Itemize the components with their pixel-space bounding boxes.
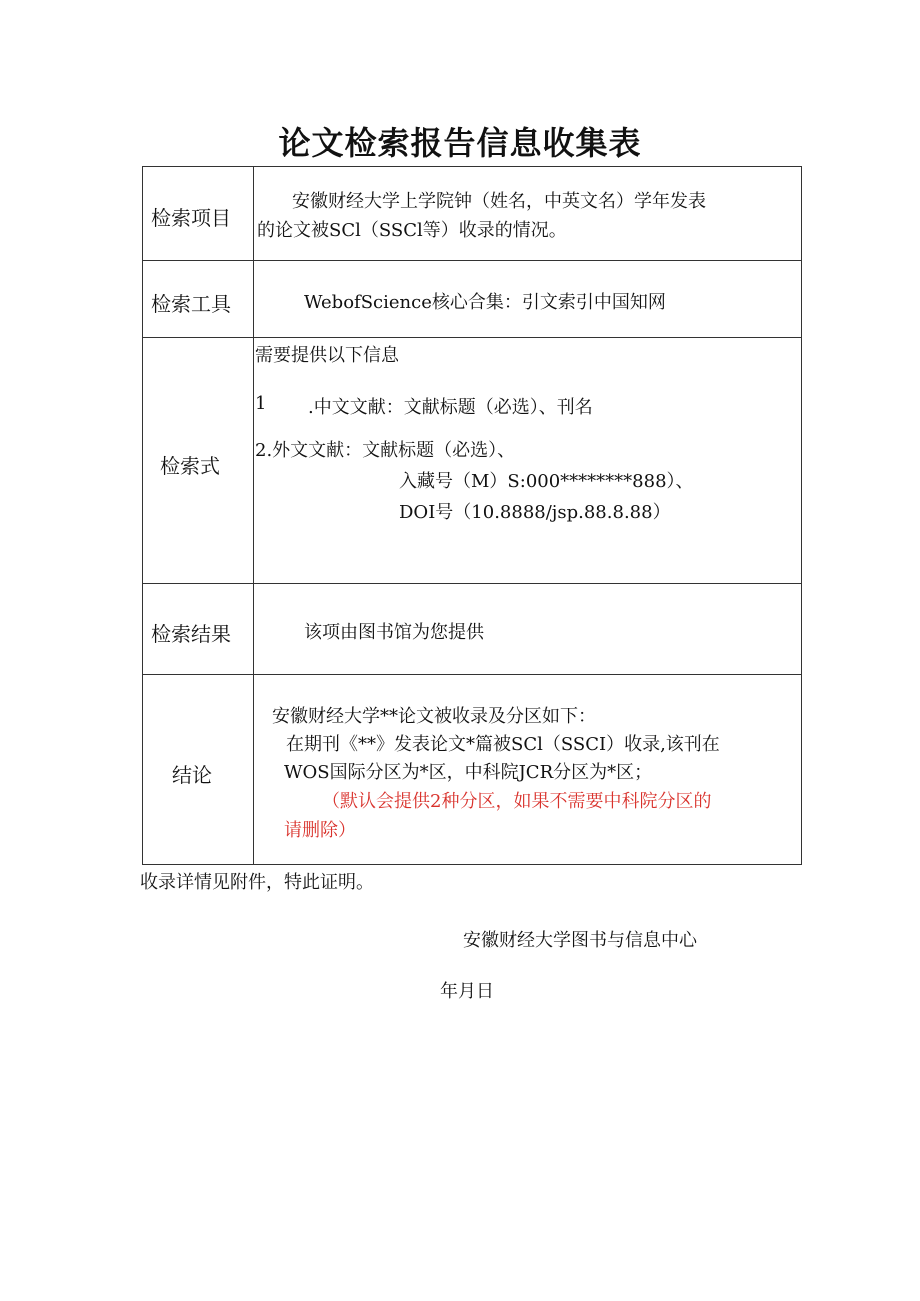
tool-label: 检索工具 — [151, 292, 231, 316]
column-divider — [253, 166, 254, 865]
query-item-1-text: .中文文献：文献标题（必选）、刊名 — [308, 397, 593, 418]
row-divider — [142, 583, 802, 584]
project-line-2: 的论文被SCl（SSCl等）收录的情况。 — [257, 220, 567, 241]
query-item-1-number: 1 — [255, 393, 267, 414]
result-text: 该项由图书馆为您提供 — [304, 622, 484, 643]
footer-statement: 收录详情见附件，特此证明。 — [140, 872, 374, 893]
conclusion-line-1: 安徽财经大学**论文被收录及分区如下： — [272, 706, 596, 727]
row-divider — [142, 674, 802, 675]
result-label: 检索结果 — [151, 622, 231, 646]
footer-issuer: 安徽财经大学图书与信息中心 — [463, 930, 697, 951]
query-doi: DOI号（10.8888/jsp.88.8.88） — [399, 502, 671, 523]
conclusion-line-3: WOS国际分区为*区，中科院JCR分区为*区； — [284, 762, 653, 783]
row-divider — [142, 260, 802, 261]
conclusion-label: 结论 — [172, 763, 212, 787]
conclusion-note-line-1: （默认会提供2种分区，如果不需要中科院分区的 — [322, 791, 712, 812]
row-divider — [142, 337, 802, 338]
query-intro: 需要提供以下信息 — [255, 345, 399, 366]
page-title: 论文检索报告信息收集表 — [278, 124, 642, 162]
project-line-1: 安徽财经大学上学院钟（姓名，中英文名）学年发表 — [292, 191, 706, 212]
footer-date: 年月日 — [440, 981, 494, 1002]
query-item-2: 2.外文文献：文献标题（必选）、 — [255, 440, 516, 461]
query-label: 检索式 — [160, 454, 220, 478]
project-label: 检索项目 — [151, 206, 231, 230]
conclusion-line-2: 在期刊《**》发表论文*篇被SCl（SSCI）收录,该刊在 — [286, 734, 720, 755]
conclusion-note-line-2: 请删除） — [284, 820, 356, 841]
query-accession-number: 入藏号（M）S:000********888）、 — [399, 471, 694, 492]
tool-text: WebofScience核心合集：引文索引中国知网 — [304, 292, 666, 313]
